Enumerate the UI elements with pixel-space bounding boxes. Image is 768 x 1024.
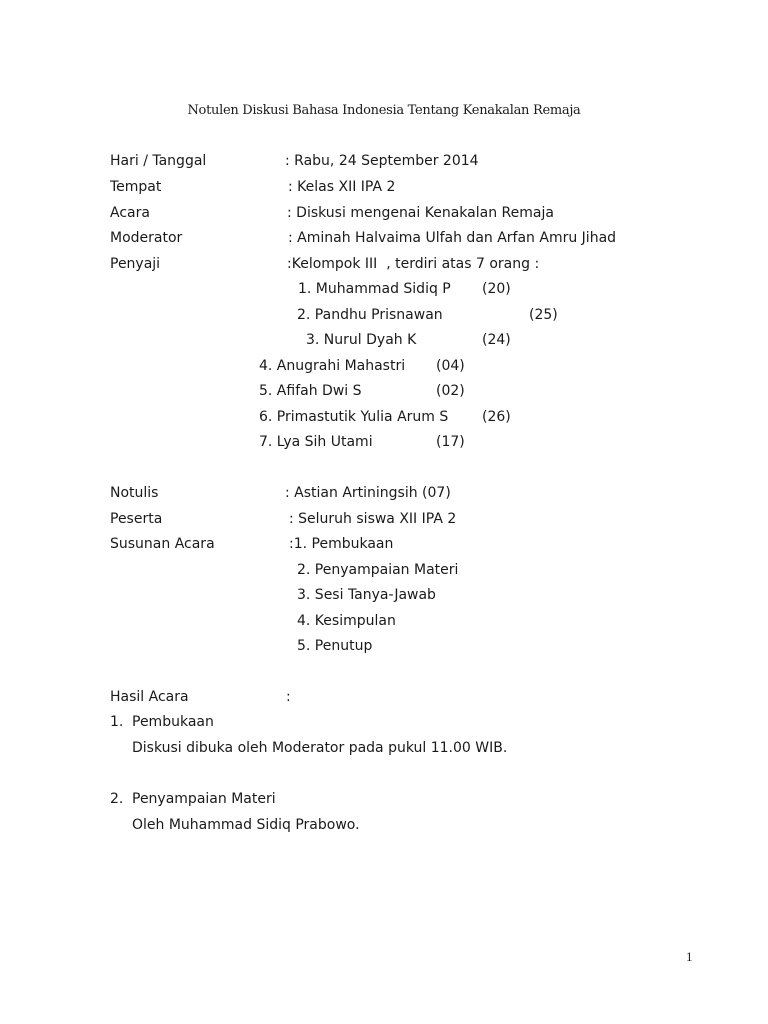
presenter-name: 2. Pandhu Prisnawan [297, 307, 443, 323]
hasil-item-text: Diskusi dibuka oleh Moderator pada pukul 11.00 WIB. [132, 740, 508, 756]
acara-value: : Diskusi mengenai Kenakalan Remaja [287, 205, 554, 221]
hasil-item-heading: Pembukaan [132, 714, 214, 730]
hasil-item-number: 2. [110, 791, 124, 807]
susunan-value: :1. Pembukaan [289, 536, 394, 552]
hari-value: : Rabu, 24 September 2014 [285, 153, 479, 169]
presenter-number: (04) [436, 358, 465, 374]
presenter-number: (20) [482, 281, 511, 297]
susunan-label: Susunan Acara [110, 536, 215, 552]
hari-label: Hari / Tanggal [110, 153, 207, 169]
notulis-label: Notulis [110, 485, 159, 501]
notulis-value: : Astian Artiningsih (07) [285, 485, 451, 501]
presenter-name: 4. Anugrahi Mahastri [259, 358, 406, 374]
penyaji-label: Penyaji [110, 256, 161, 272]
presenter-name: 7. Lya Sih Utami [259, 434, 373, 450]
agenda-item: 3. Sesi Tanya-Jawab [297, 587, 436, 603]
hasil-item-number: 1. [110, 714, 124, 730]
hasil-colon: : [286, 689, 291, 705]
presenter-number: (25) [529, 307, 558, 323]
hasil-item-text: Oleh Muhammad Sidiq Prabowo. [132, 817, 360, 833]
agenda-item: 2. Penyampaian Materi [297, 562, 459, 578]
acara-label: Acara [110, 205, 150, 221]
agenda-item: 4. Kesimpulan [297, 613, 396, 629]
penyaji-value: :Kelompok III , terdiri atas 7 orang : [287, 256, 540, 272]
page-number: 1 [686, 949, 693, 964]
presenter-number: (26) [482, 409, 511, 425]
presenter-name: 5. Afifah Dwi S [259, 383, 362, 399]
moderator-label: Moderator [110, 230, 183, 246]
presenter-name: 3. Nurul Dyah K [306, 332, 417, 348]
presenter-number: (24) [482, 332, 511, 348]
agenda-item: 5. Penutup [297, 638, 373, 654]
presenter-name: 1. Muhammad Sidiq P [298, 281, 451, 297]
moderator-value: : Aminah Halvaima Ulfah dan Arfan Amru Jihad [288, 230, 617, 246]
peserta-value: : Seluruh siswa XII IPA 2 [289, 511, 457, 527]
presenter-number: (17) [436, 434, 465, 450]
presenter-number: (02) [436, 383, 465, 399]
document-title: Notulen Diskusi Bahasa Indonesia Tentang Kenakalan Remaja [187, 103, 581, 118]
tempat-label: Tempat [110, 179, 162, 195]
peserta-label: Peserta [110, 511, 163, 527]
hasil-item-heading: Penyampaian Materi [132, 791, 276, 807]
tempat-value: : Kelas XII IPA 2 [288, 179, 396, 195]
hasil-label: Hasil Acara [110, 689, 189, 705]
presenter-name: 6. Primastutik Yulia Arum S [259, 409, 449, 425]
